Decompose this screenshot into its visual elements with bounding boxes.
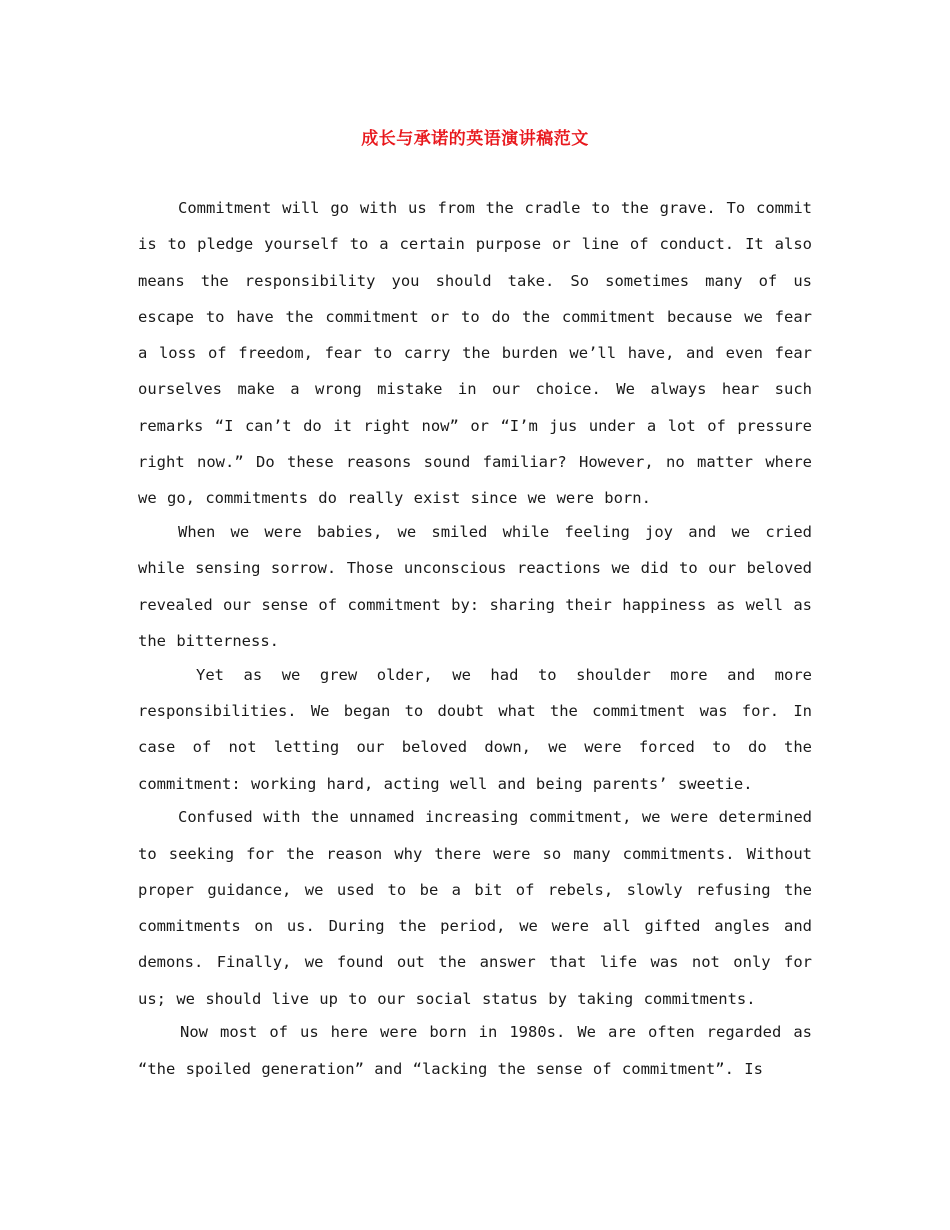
paragraph-4: Confused with the unnamed increasing commitment, we were determined to seeking for the reason why there were so many commitments. Without proper guidance, we used to be a bit of rebels, slowly refusing the commitments on us. During the period, we were all gifted angles and demons. Finally, we found out the answer that life was not only for us; we should live up to our social status by taking commitments. (138, 808, 812, 1008)
document-body (138, 190, 812, 1087)
document-title: 成长与承诺的英语演讲稿范文 (361, 129, 589, 149)
paragraph-3: Yet as we grew older, we had to shoulder more and more responsibilities. We began to doubt what the commitment was for. In case of not letting our beloved down, we were forced to do the commitment: working hard, acting well and being parents’ sweetie. (138, 665, 812, 793)
paragraph-2: When we were babies, we smiled while feeling joy and we cried while sensing sorrow. Those unconscious reactions we did to our beloved revealed our sense of commitment by: sharing their happiness as well as the bitterness. (138, 523, 812, 650)
paragraph-1: Commitment will go with us from the cradle to the grave. To commit is to pledge yourself to a certain purpose or line of conduct. It also means the responsibility you should take. So sometimes many of us escape to have the commitment or to do the commitment because we fear a loss of freedom, fear to carry the burden we’ll have, and even fear ourselves make a wrong mistake in our choice. We always hear such remarks “I can’t do it right now” or “I’m jus under a lot of pressure right now.” Do these reasons sound familiar? However, no matter where we go, commitments do really exist since we were born. (138, 199, 812, 508)
paragraph-5: Now most of us here were born in 1980s. We are often regarded as “the spoiled generation” and “lacking the sense of commitment”. Is (138, 1023, 812, 1078)
